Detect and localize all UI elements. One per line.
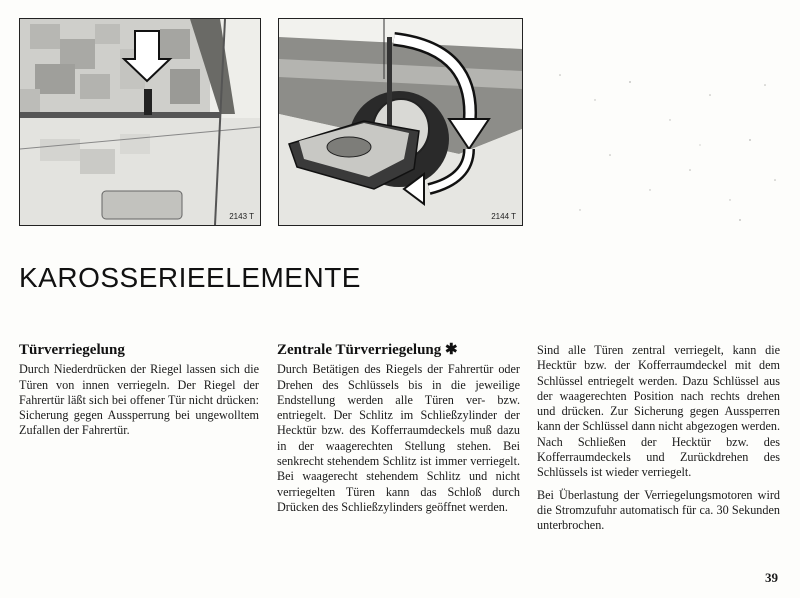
section-title: KAROSSERIEELEMENTE — [19, 262, 361, 293]
figure-label: 2144 T — [491, 212, 516, 221]
column-paragraph: Sind alle Türen zentral verriegelt, kann die Hecktür bzw. der Kofferraumdeckel mit dem Schlüssel entriegelt werden. Dazu Schlüssel aus der waagerechten Position nach rechts drehen und drücken. Zur Sicherung gegen Aussperren kann der Schlüssel dann nicht abgezogen werden. Nach Schließen der Hecktür bzw. des Kofferraumdeckels und Zurückdrehen des Schlüssels ist wieder verriegelt. — [537, 343, 780, 480]
column-paragraph: Durch Niederdrücken der Riegel lassen sich die Türen von innen verriegeln. Der Riegel der Fahrertür läßt sich bei offener Tür nicht drücken: Sicherung gegen Aussperrung bei ungewolltem Zufallen der Fahrertür. — [19, 362, 259, 438]
column-tuerverriegelung — [19, 343, 259, 439]
column-zentrale-tuerverriegelung — [277, 343, 520, 515]
door-lock-knob-icon — [20, 19, 260, 225]
column-heading: Zentrale Türverriegelung ✱ — [277, 342, 458, 358]
figure-door-lock — [19, 18, 261, 226]
column-paragraph: Durch Betätigen des Riegels der Fahrertür oder Drehen des Schlüssels bis in die jeweilige Endstellung werden alle Türen ver- bzw. entriegelt. Der Schlitz im Schließzylinder der Hecktür bzw. des Kofferraumdeckels muß dazu in der waagerechten Stellung stehen. Bei senkrecht stehendem Schlitz ist immer verriegelt. Bei waagerecht stehendem Schlitz und nicht verriegelten Türen kann das Schloß durch Drücken des Schließzylinders geöffnet werden. — [277, 362, 520, 514]
fuel-cap-key-icon — [279, 19, 522, 225]
figure-label: 2143 T — [229, 212, 254, 221]
column-continuation — [537, 343, 780, 534]
scan-speckle — [540, 60, 790, 230]
column-paragraph: Bei Überlastung der Verriegelungsmotoren wird die Stromzufuhr automatisch für ca. 30 Sekunden unterbrochen. — [537, 487, 780, 533]
column-heading: Türverriegelung — [19, 342, 125, 358]
figure-central-lock — [278, 18, 523, 226]
page-number: 39 — [765, 570, 778, 585]
